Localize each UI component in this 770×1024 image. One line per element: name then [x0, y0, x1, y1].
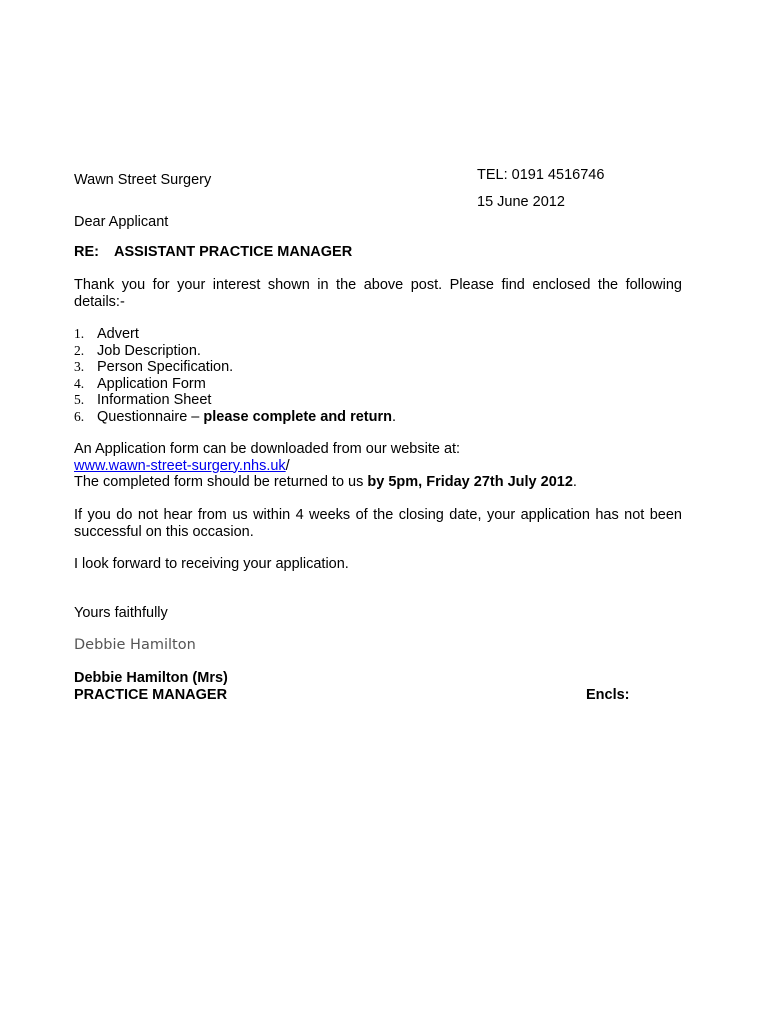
telephone-number: TEL: 0191 4516746	[477, 167, 605, 183]
no-reply-paragraph: If you do not hear from us within 4 weeks of the closing date, your application has not been successful on this occasion.	[74, 507, 682, 540]
intro-paragraph: Thank you for your interest shown in the above post. Please find enclosed the following details:-	[74, 277, 682, 310]
list-item	[74, 343, 396, 360]
signature: Debbie Hamilton	[74, 637, 196, 653]
download-text: An Application form can be downloaded from our website at:	[74, 441, 461, 457]
signer-title: PRACTICE MANAGER	[74, 687, 228, 703]
sender-name: Wawn Street Surgery	[74, 172, 212, 188]
subject-label: RE:	[74, 244, 99, 260]
list-text: Advert	[97, 326, 139, 342]
list-item	[74, 326, 396, 343]
list-text: Information Sheet	[97, 392, 212, 408]
list-item	[74, 376, 396, 393]
signer-name: Debbie Hamilton (Mrs)	[74, 670, 228, 686]
list-text: Application Form	[97, 375, 206, 392]
closing-paragraph: I look forward to receiving your application.	[74, 556, 349, 572]
valediction: Yours faithfully	[74, 605, 168, 621]
enclosure-list	[74, 326, 396, 425]
list-number: 1.	[74, 326, 85, 341]
list-emphasis: please complete and return	[203, 408, 392, 425]
letter-date: 15 June 2012	[477, 194, 565, 210]
return-suffix: .	[572, 474, 577, 490]
list-item	[74, 392, 396, 409]
list-text: Questionnaire –	[97, 408, 204, 425]
list-suffix: .	[391, 408, 396, 425]
list-number: 6.	[74, 408, 85, 424]
subject-line	[74, 244, 352, 261]
list-text: Person Specification.	[97, 359, 234, 375]
list-text: Job Description.	[97, 342, 201, 359]
return-deadline: by 5pm, Friday 27th July 2012	[367, 474, 573, 490]
salutation: Dear Applicant	[74, 214, 169, 230]
list-number: 5.	[74, 392, 85, 407]
return-text: The completed form should be returned to us	[74, 474, 368, 490]
list-number: 3.	[74, 359, 85, 374]
list-number: 4.	[74, 375, 85, 391]
website-link[interactable]: www.wawn-street-surgery.nhs.uk	[74, 457, 286, 474]
subject-text: ASSISTANT PRACTICE MANAGER	[114, 244, 353, 260]
website-suffix: /	[285, 457, 290, 474]
list-number: 2.	[74, 342, 85, 358]
list-item	[74, 409, 396, 426]
download-paragraph	[74, 441, 682, 491]
list-item	[74, 359, 396, 376]
enclosures-label: Encls:	[586, 687, 630, 703]
return-instruction	[74, 474, 682, 491]
